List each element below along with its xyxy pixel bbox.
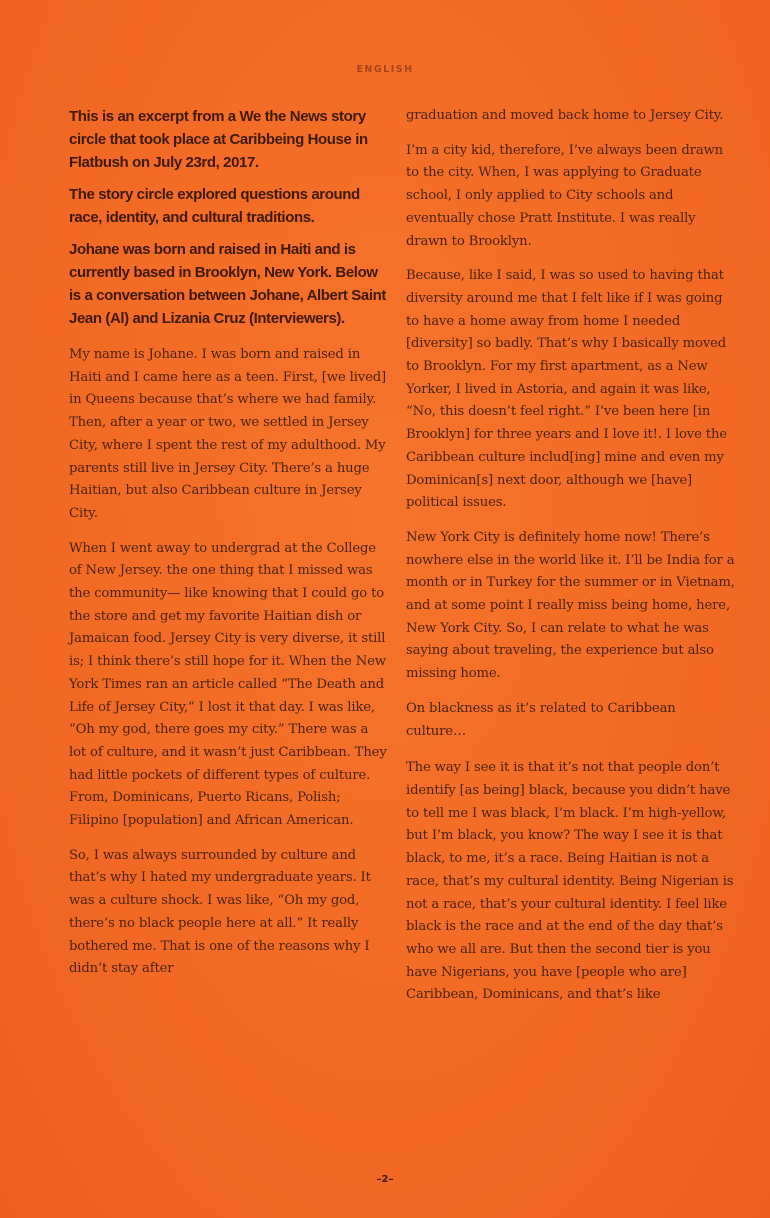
body-paragraph: graduation and moved back home to Jersey City.: [406, 108, 724, 123]
body-paragraph: I’m a city kid, therefore, I’ve always been drawn to the city. When, I was applying to Graduate school, I only applied to City schools and eventually chose Pratt Institute. I was really drawn to Brooklyn.: [406, 142, 724, 249]
intro-paragraph: This is an excerpt from a We the News story circle that took place at Caribbeing House in Flatbush on July 23rd, 2017.: [69, 108, 368, 171]
right-column: [406, 105, 736, 1019]
body-paragraph: When I went away to undergrad at the College of New Jersey. the one thing that I missed was the community— like knowing that I could go to the store and get my favorite Haitian dish or Jamaican food. Jersey City is very diverse, it still is; I think there’s still hope for it. When the New York Times ran an article called “The Death and Life of Jersey City,” I lost it that day. I was like, “Oh my god, there goes my city.” There was a lot of culture, and it wasn’t just Caribbean. They had little pockets of different types of culture. From, Dominicans, Puerto Ricans, Polish; Filipino [population] and African American.: [69, 540, 387, 829]
body-paragraph: So, I was always surrounded by culture and that’s why I hated my undergraduate years. It was a culture shock. I was like, “Oh my god, there’s no black people here at all.” It really bothered me. That is one of the reasons why I didn’t stay after: [69, 847, 371, 977]
page-number: –2–: [376, 1174, 394, 1185]
body-paragraph: Because, like I said, I was so used to having that diversity around me that I felt like if I was going to have a home away from home I needed [diversity] so badly. That’s why I basically moved to Brooklyn. For my first apartment, as a New Yorker, I lived in Astoria, and again it was like, “No, this doesn’t feel right.” I’ve been here [in Brooklyn] for three years and I love it!. I love the Caribbean culture includ[ing] mine and even my Dominican[s] next door, although we [have] political issues.: [406, 268, 727, 511]
section-heading: On blackness as it’s related to Caribbean culture…: [406, 700, 676, 739]
intro-paragraph: The story circle explored questions around race, identity, and cultural traditions.: [69, 186, 360, 226]
body-paragraph: New York City is definitely home now! There’s nowhere else in the world like it. I’ll be India for a month or in Turkey for the summer or in Vietnam, and at some point I really miss being home, here, New York City. So, I can relate to what he was saying about traveling, the experience but also missing home.: [406, 529, 735, 682]
body-paragraph: My name is Johane. I was born and raised in Haiti and I came here as a teen. First, [we lived] in Queens because that’s where we had family. Then, after a year or two, we settled in Jersey City, where I spent the rest of my adulthood. My parents still live in Jersey City. There’s a huge Haitian, but also Caribbean culture in Jersey City.: [69, 347, 387, 521]
intro-paragraph: Johane was born and raised in Haiti and is currently based in Brooklyn, New York. Below is a conversation between Johane, Albert Saint Jean (Al) and Lizania Cruz (Interviewers).: [69, 241, 386, 327]
language-label: ENGLISH: [356, 64, 414, 75]
left-column: [69, 105, 387, 993]
body-paragraph: The way I see it is that it’s not that people don’t identify [as being] black, because you didn’t have to tell me I was black, I’m black. I’m high-yellow, but I’m black, you know? The way I see it is that black, to me, it’s a race. Being Haitian is not a race, that’s my cultural identity. Being Nigerian is not a race, that’s your cultural identity. I feel like black is the race and at the end of the day that’s who we all are. But then the second tier is you have Nigerians, you have [people who are] Caribbean, Dominicans, and that’s like: [406, 760, 734, 1003]
